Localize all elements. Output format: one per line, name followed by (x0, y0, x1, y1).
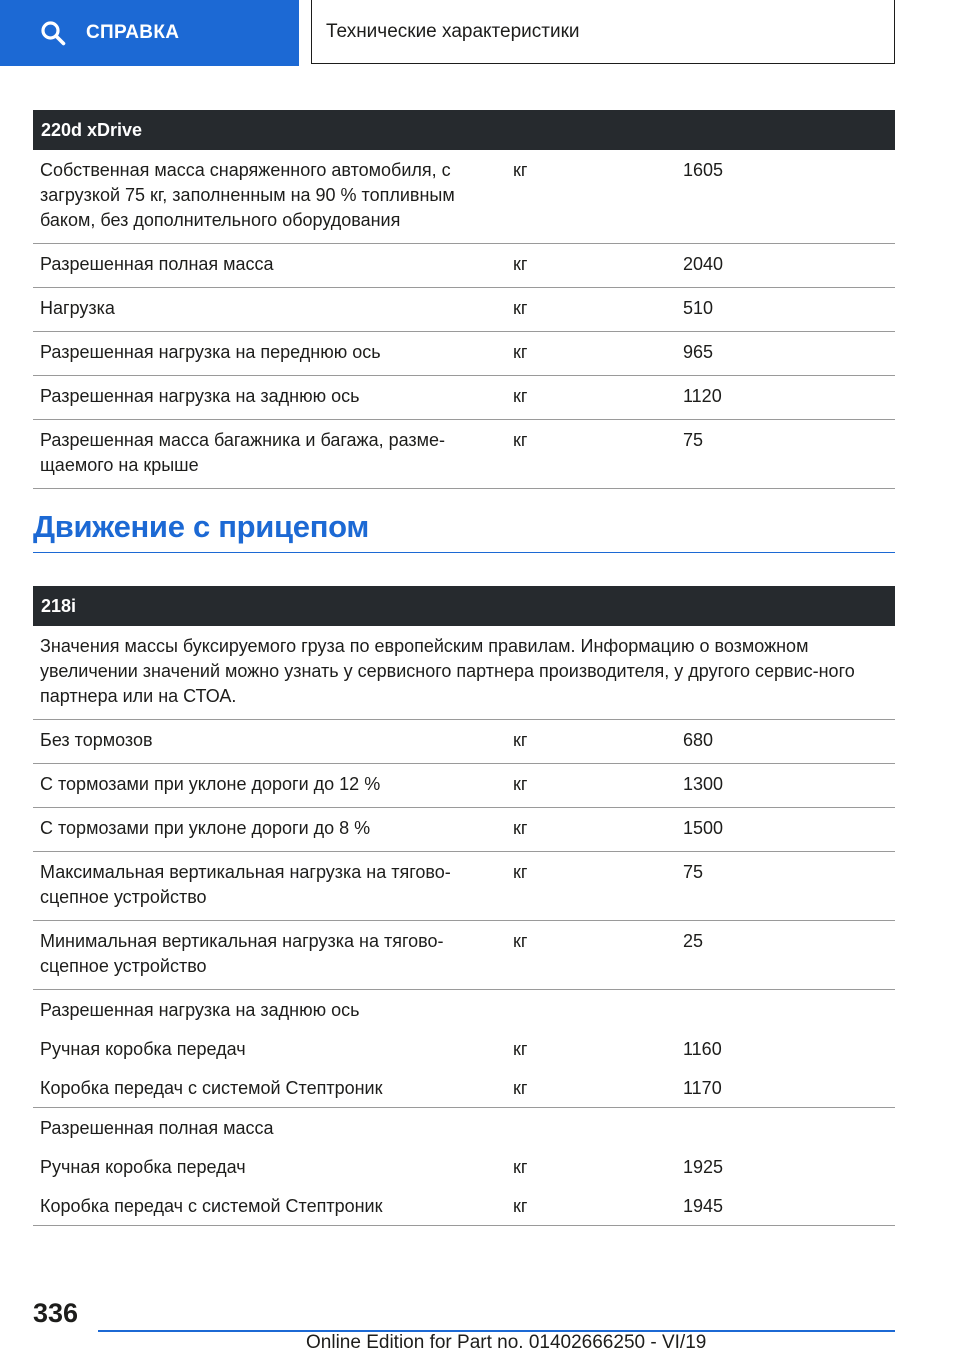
group-title: Разрешенная нагрузка на заднюю ось (40, 1000, 360, 1020)
row-label: Без тормозов (40, 730, 153, 750)
row-unit: кг (513, 862, 528, 882)
table-note: Значения массы буксируемого груза по европейским правилам. Информацию о возможном увеличении значений можно узнать у сервисного партнера производителя, у другого сервис-ного партнера или на СТОА. (33, 626, 895, 720)
row-unit: кг (513, 730, 528, 750)
row-label: Коробка передач с системой Стептроник (40, 1196, 383, 1216)
table-heading: 218i (33, 586, 895, 626)
row-label: Разрешенная масса багажника и багажа, разме-щаемого на крыше (40, 430, 446, 475)
group-title-row (33, 990, 895, 1027)
row-unit: кг (513, 386, 528, 406)
row-value: 965 (683, 342, 714, 362)
row-label: Разрешенная нагрузка на заднюю ось (40, 386, 360, 406)
row-label: Коробка передач с системой Стептроник (40, 1078, 383, 1098)
group-title: Разрешенная полная масса (40, 1118, 274, 1138)
row-unit: кг (513, 1078, 528, 1098)
row-value: 1500 (683, 818, 724, 838)
table-row (33, 1027, 895, 1066)
breadcrumb[interactable]: Технические характеристики (311, 0, 895, 64)
row-value: 1945 (683, 1196, 724, 1216)
row-label: С тормозами при уклоне дороги до 12 % (40, 774, 381, 794)
table-row (33, 764, 895, 808)
table-row (33, 150, 895, 244)
row-value: 1120 (683, 386, 722, 406)
row-label: Нагрузка (40, 298, 115, 318)
row-value: 1605 (683, 160, 724, 180)
row-value: 680 (683, 730, 714, 750)
table-row (33, 1066, 895, 1108)
row-value: 75 (683, 430, 704, 450)
row-unit: кг (513, 160, 528, 180)
weights-table (33, 110, 895, 489)
row-unit: кг (513, 1039, 528, 1059)
row-label: Разрешенная нагрузка на переднюю ось (40, 342, 381, 362)
row-label: Максимальная вертикальная нагрузка на тягово-сцепное устройство (40, 862, 451, 907)
row-unit: кг (513, 342, 528, 362)
table-row (33, 720, 895, 764)
row-value: 2040 (683, 254, 724, 274)
row-value: 1160 (683, 1039, 722, 1059)
table-row (33, 852, 895, 921)
top-bar (0, 0, 960, 66)
table-row (33, 332, 895, 376)
row-value: 75 (683, 862, 704, 882)
table-heading: 220d xDrive (33, 110, 895, 150)
group-title-row (33, 1108, 895, 1145)
table-row (33, 1145, 895, 1184)
row-unit: кг (513, 1157, 528, 1177)
row-value: 1300 (683, 774, 724, 794)
row-unit: кг (513, 430, 528, 450)
row-label: Ручная коробка передач (40, 1039, 246, 1059)
row-value: 25 (683, 931, 704, 951)
trailer-table (33, 586, 895, 1226)
section-title: Движение с прицепом (33, 509, 895, 553)
row-label: Минимальная вертикальная нагрузка на тягово-сцепное устройство (40, 931, 444, 976)
row-unit: кг (513, 298, 528, 318)
table-row (33, 808, 895, 852)
row-value: 510 (683, 298, 714, 318)
page-number: 336 (33, 1298, 79, 1328)
table-row (33, 244, 895, 288)
row-label: Ручная коробка передач (40, 1157, 246, 1177)
table-row (33, 288, 895, 332)
row-unit: кг (513, 818, 528, 838)
table-row (33, 1184, 895, 1226)
row-unit: кг (513, 254, 528, 274)
footer-edition: Online Edition for Part no. 01402666250 - VI/19 (306, 1332, 707, 1353)
row-unit: кг (513, 774, 528, 794)
row-label: Собственная масса снаряженного автомобиля, с загрузкой 75 кг, заполненным на 90 % топливным баком, без дополнительного оборудования (40, 160, 455, 230)
help-button[interactable] (0, 0, 299, 66)
row-label: Разрешенная полная масса (40, 254, 274, 274)
table-row (33, 420, 895, 489)
row-value: 1925 (683, 1157, 724, 1177)
table-row (33, 376, 895, 420)
row-label: С тормозами при уклоне дороги до 8 % (40, 818, 371, 838)
row-unit: кг (513, 931, 528, 951)
table-row (33, 921, 895, 990)
row-value: 1170 (683, 1078, 722, 1098)
row-unit: кг (513, 1196, 528, 1216)
search-icon (40, 20, 66, 46)
help-label: СПРАВКА (86, 22, 180, 43)
